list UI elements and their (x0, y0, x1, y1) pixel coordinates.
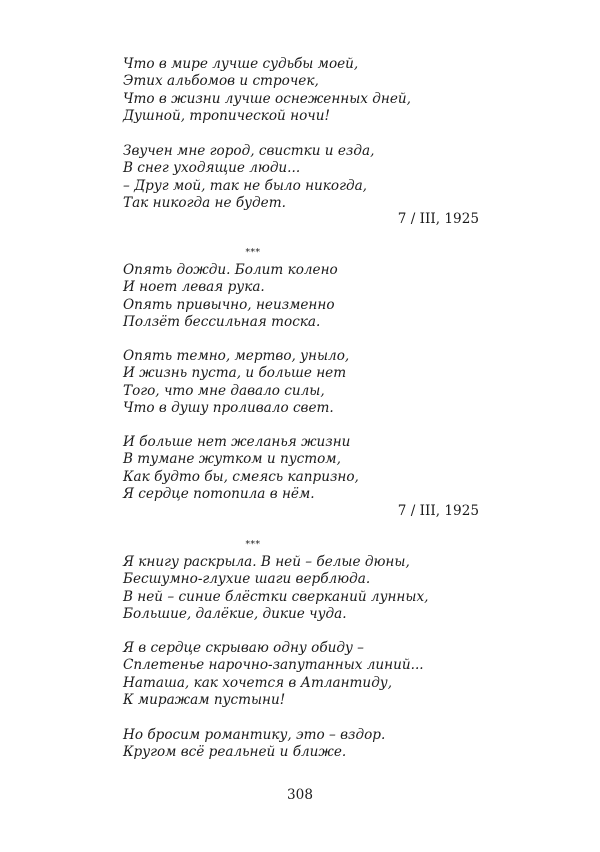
verse-line: Что в жизни лучше оснеженных дней, (123, 90, 411, 107)
verse-line: Опять привычно, неизменно (123, 296, 335, 313)
verse-line: К миражам пустыни! (123, 691, 286, 708)
poem2-stanza2 (123, 348, 483, 417)
verse-line: Бесшумно-глухие шаги верблюда. (123, 571, 371, 588)
poem3-stanza1 (123, 554, 483, 623)
verse-line: И ноет левая рука. (123, 279, 265, 296)
poem3-separator: *** (245, 540, 261, 550)
verse-line: В тумане жутком и пустом, (123, 451, 341, 468)
poem1-date: 7 / III, 1925 (397, 211, 479, 227)
page-number: 308 (287, 787, 313, 803)
verse-line: – Друг мой, так не было никогда, (123, 177, 368, 194)
poem2-stanza3 (123, 434, 483, 503)
verse-line: Что в мире лучше судьбы моей, (123, 56, 359, 72)
verse-line: Кругом всё реальней и ближе. (123, 744, 347, 761)
poem1-stanza1 (123, 56, 483, 125)
verse-line: Опять дожди. Болит колено (123, 262, 338, 278)
verse-line: Как будто бы, смеясь капризно, (123, 468, 359, 485)
verse-line: В ней – синие блёстки сверканий лунных, (123, 588, 429, 605)
verse-line: Этих альбомов и строчек, (123, 73, 319, 90)
verse-line: И жизнь пуста, и больше нет (123, 365, 347, 382)
verse-line: Но бросим романтику, это – вздор. (123, 727, 386, 743)
verse-line: Большие, далёкие, дикие чуда. (123, 605, 347, 622)
poem1-stanza2 (123, 143, 483, 212)
verse-line: И больше нет желанья жизни (123, 434, 351, 450)
verse-line: Звучен мне город, свистки и езда, (123, 143, 375, 159)
verse-line: Душной, тропической ночи! (123, 107, 330, 124)
poem2-stanza1 (123, 262, 483, 331)
verse-line: Что в душу проливало свет. (123, 399, 334, 416)
verse-line: Того, что мне давало силы, (123, 382, 325, 399)
verse-line: Я книгу раскрыла. В ней – белые дюны, (123, 554, 410, 570)
verse-line: Опять темно, мертво, уныло, (123, 348, 350, 364)
verse-line: Я сердце потопила в нём. (123, 485, 315, 502)
verse-line: Сплетенье нарочно-запутанных линий... (123, 657, 424, 674)
poem2-date: 7 / III, 1925 (397, 503, 479, 519)
poem3-stanza2 (123, 640, 483, 709)
verse-line: Так никогда не будет. (123, 194, 286, 211)
verse-line: В снег уходящие люди... (123, 160, 301, 177)
poem3-stanza3 (123, 727, 483, 762)
verse-line: Наташа, как хочется в Атлантиду, (123, 674, 393, 691)
poem2-separator: *** (245, 248, 261, 258)
verse-line: Ползёт бессильная тоска. (123, 313, 321, 330)
verse-line: Я в сердце скрываю одну обиду – (123, 640, 364, 656)
